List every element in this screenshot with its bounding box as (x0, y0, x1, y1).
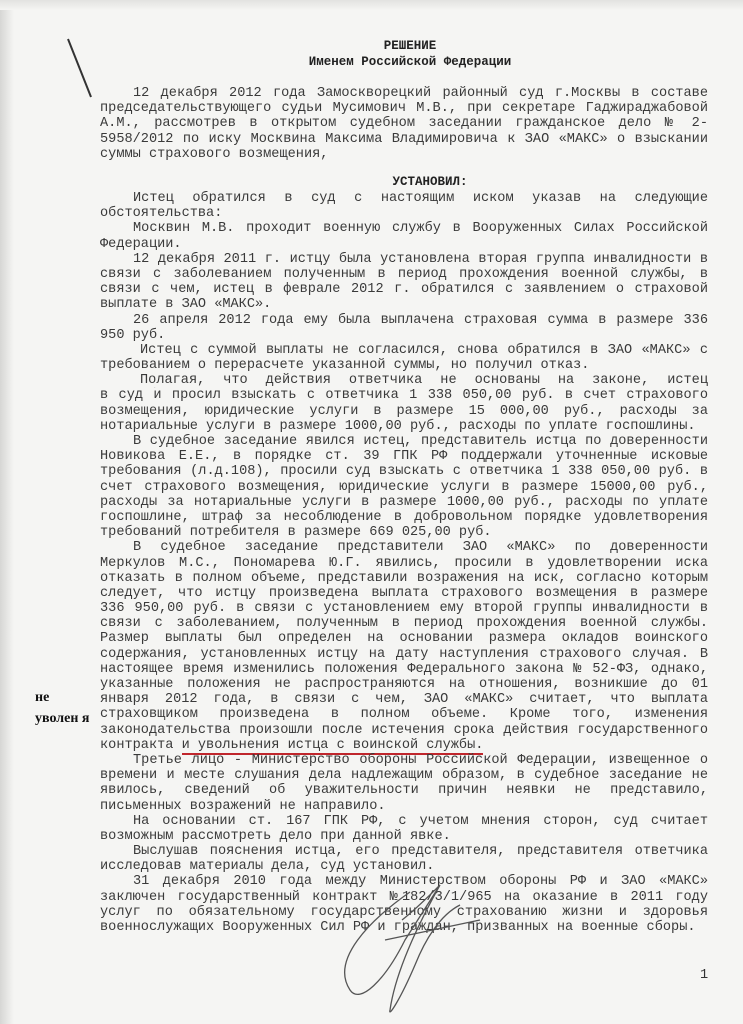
text-line: письменных возражений не направило. (100, 798, 386, 814)
text-line: времени и месте слушания дела надлежащим образом, в судебное заседание не (100, 768, 708, 784)
paragraph (100, 343, 708, 373)
text-line: требованием о перерасчете указанной суммы, но получил отказ. (100, 358, 590, 374)
text-line: 12 декабря 2012 года Замоскворецкий районный суд г.Москвы в составе (133, 86, 708, 101)
text-line: На основании ст. 167 ГПК РФ, с учетом мнения сторон, суд считает (133, 813, 708, 829)
text-line: января 2012 года, в связи с чем, ЗАО «МАКС» считает, что выплата (100, 692, 708, 708)
paragraph (100, 252, 708, 313)
text-line: требований потребителя в размере 669 025,00 руб. (100, 525, 492, 541)
text-line: Выслушав пояснения истца, его представителя, представителя ответчика (133, 844, 708, 860)
text-line: А.М., рассмотрев в открытом судебном заседании гражданское дело № 2- (100, 116, 708, 132)
text-line: выплате в ЗАО «МАКС». (100, 297, 272, 313)
text-line: страховщиком произведена в полном объеме. Кроме того, изменения (100, 707, 708, 723)
document-body (100, 191, 708, 935)
paragraph (100, 313, 708, 343)
text-line: В судебное заседание явился истец, представитель истца по доверенности (133, 434, 708, 449)
document-title: РЕШЕНИЕ (383, 39, 437, 53)
text-line: Размер выплаты был определен на основании размера окладов воинского (100, 631, 708, 647)
paragraph (100, 814, 708, 844)
text-line: услуг по обязательному государственному страхованию жизни и здоровья (100, 904, 708, 920)
scan-top-shadow (0, 0, 743, 10)
text-line: В судебное заседание представители ЗАО «МАКС» по доверенности (133, 540, 708, 556)
text-line: связи с заболеванием, полученным в период прохождения военной службы. (100, 616, 708, 632)
text-line: явилось, сведений об уважительности причин неявки не представило, (100, 783, 708, 799)
document-subtitle: Именем Российской Федерации (308, 55, 512, 69)
text-line: 26 апреля 2012 года ему была выплачена страховая сумма в размере 336 (133, 312, 708, 328)
text-line: Федерации. (100, 236, 182, 252)
text-line: законодательства произошли после истечения срока действия государственного (100, 722, 708, 738)
text-line: нотариальные услуги в размере 1000,00 руб., расходы по уплате госпошлины. (100, 418, 696, 434)
text-line: Истец с суммой выплаты не согласился, снова обратился в ЗАО «МАКС» с (140, 342, 708, 358)
paragraph (100, 540, 708, 753)
text-line: следует, что истцу произведена выплата страхового возмещения в размере (100, 585, 708, 601)
text-line: расходы за нотариальные услуги в размере 1000,00 руб., расходы по уплате (100, 494, 708, 510)
text-line: исследовав материалы дела, суд установил. (100, 859, 435, 875)
text-line: председательствующего судьи Мусимович М.В., при секретаре Гаджираджабовой (100, 101, 708, 117)
text-line: Истец обратился в суд с настоящим иском указав на следующие (133, 191, 708, 206)
paragraph (100, 844, 708, 874)
text-line: заключен государственный контракт №182/3/1/965 на оказание в 2011 году (100, 889, 708, 905)
text-line: Новикова Е.Е., в порядке ст. 39 ГПК РФ поддержали уточненные исковые (100, 449, 708, 465)
pen-stroke-mark-icon (60, 35, 100, 105)
text-line: военнослужащих Вооруженных Сил РФ и граждан, призванных на военные сборы. (100, 920, 696, 935)
text-line: возможным рассмотреть дело при данной явке. (100, 828, 451, 844)
text-line: связи с заболеванием полученным в период прохождения военной службы, в (100, 266, 708, 282)
text-line: настоящее время изменились положения Федерального закона № 52-ФЗ, однако, (100, 661, 708, 677)
text-line (100, 738, 708, 753)
paragraph (100, 191, 708, 221)
text-line: указанные положения не распространяются на отношения, возникшие до 01 (100, 677, 708, 692)
text-line: 31 декабря 2010 года между Министерством обороны РФ и ЗАО «МАКС» (133, 874, 708, 890)
text-line: 5958/2012 по иску Москвина Максима Владимировича к ЗАО «МАКС» о взыскании (100, 131, 708, 147)
paragraph (100, 373, 708, 434)
text-line: требования (л.д.108), просили суд взыскать с ответчика 1 338 050,00 руб. в (100, 464, 708, 480)
text-line: отказать в полном объеме, представили возражения на иск, согласно которым (100, 570, 708, 586)
red-underlined-text: и увольнения истца с воинской службы. (181, 737, 484, 753)
text-line: в суд и просил взыскать с ответчика 1 338 050,00 руб. в счет страхового (100, 388, 708, 404)
text-line: Полагая, что действия ответчика не основаны на законе, истец (140, 373, 708, 389)
signature (290, 880, 490, 1020)
text-line: счет страхового возмещения, юридические услуги в размере 15000,00 руб., (100, 479, 708, 495)
text-line: содержания, установленных истцу на дату наступления страхового случая. В (100, 646, 708, 662)
scan-edge-shadow (0, 0, 14, 1024)
text-line: обстоятельства: (100, 206, 223, 222)
text-line: возмещения, юридические услуги в размере 15 000,00 руб., расходы за (100, 403, 708, 419)
text-line: 336 950,00 руб. в связи с установлением ему второй группы инвалидности в (100, 601, 708, 617)
text-line: Москвин М.В. проходит военную службу в Вооруженных Силах Российской (133, 221, 708, 237)
paragraph (100, 434, 708, 540)
page-number: 1 (700, 968, 709, 983)
section-heading: УСТАНОВИЛ: (392, 175, 468, 189)
margin-note-line1: не (35, 690, 50, 705)
paragraph (100, 753, 708, 814)
text-line: 950 руб. (100, 327, 166, 343)
paragraph (100, 221, 708, 251)
margin-note-line2: уволен я (35, 711, 90, 726)
text-segment: контракта (100, 737, 182, 753)
text-line: госпошлине, штраф за несоблюдение в добровольном порядке удовлетворения (100, 509, 708, 525)
text-line: связи с чем, истец в феврале 2012 г. обратился с заявлением о страховой (100, 282, 708, 298)
text-line: суммы страхового возмещения, (100, 146, 329, 162)
text-line: Меркулов М.С., Пономарева Ю.Г. явились, просили в удовлетворении иска (100, 555, 708, 571)
text-line: Третье лицо - Министерство обороны Российской Федерации, извещенное о (133, 752, 708, 768)
intro-paragraph (100, 86, 708, 162)
text-line: 12 декабря 2011 г. истцу была установлена вторая группа инвалидности в (133, 251, 708, 267)
